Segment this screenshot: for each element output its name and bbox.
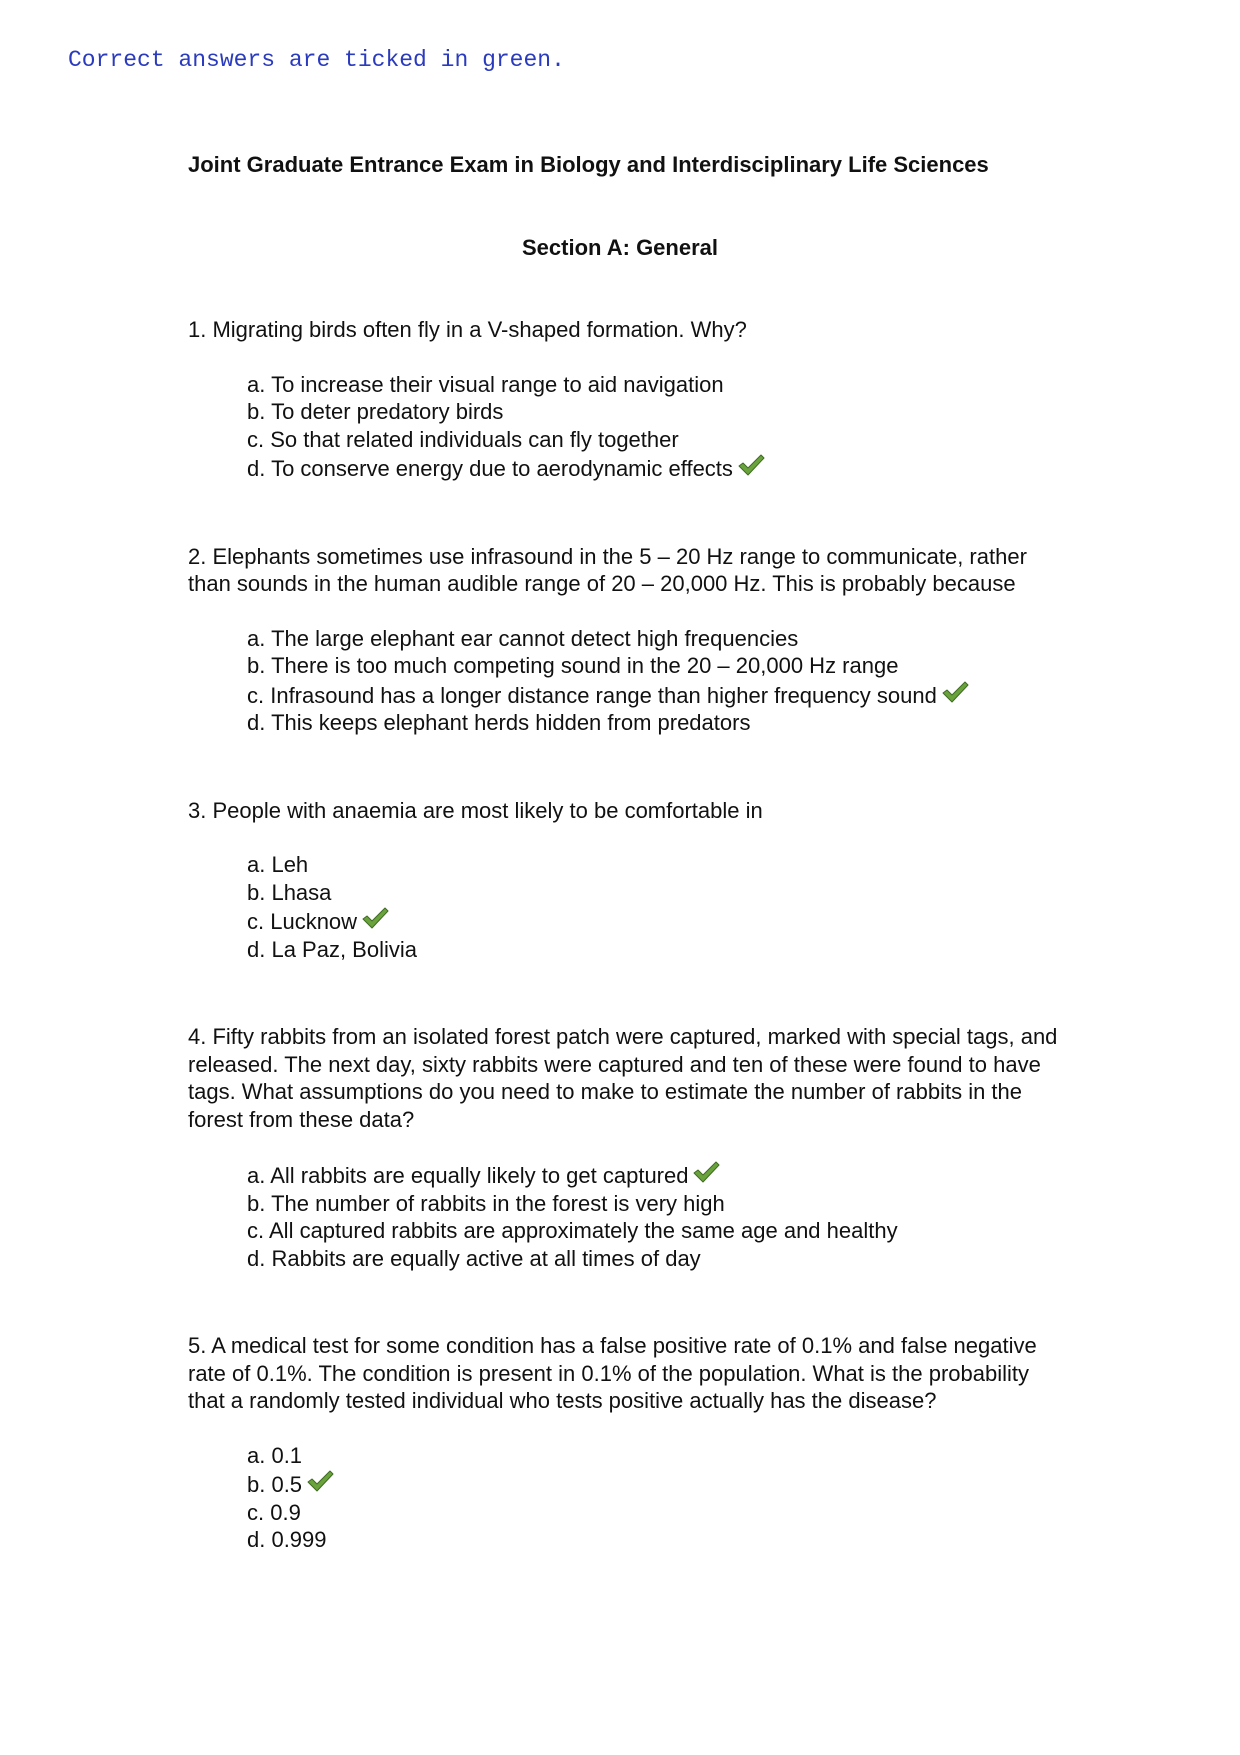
answer-option (247, 879, 1068, 907)
answer-option-label: c. Lucknow (247, 909, 358, 934)
answer-option (247, 1190, 1068, 1218)
answer-option-label: b. Lhasa (247, 879, 332, 905)
answer-option-label: d. La Paz, Bolivia (247, 936, 417, 962)
answer-option-label: c. All captured rabbits are approximately the same age and healthy (247, 1218, 898, 1243)
answer-option (247, 709, 1068, 737)
answer-options (247, 851, 1068, 963)
answer-option (247, 371, 1068, 399)
answer-key-note: Correct answers are ticked in green. (68, 47, 565, 73)
answer-option (247, 652, 1068, 680)
answer-option (247, 1160, 1068, 1190)
answer-option-label: b. The number of rabbits in the forest is very high (247, 1190, 725, 1216)
answer-option (247, 1499, 1068, 1527)
answer-option (247, 851, 1068, 879)
answer-option (247, 1442, 1068, 1470)
answer-option-label: d. 0.999 (247, 1527, 327, 1552)
question-5 (188, 1332, 1068, 1554)
answer-option-label: c. Infrasound has a longer distance range than higher frequency sound (247, 682, 937, 708)
answer-option (247, 1526, 1068, 1554)
exam-title: Joint Graduate Entrance Exam in Biology and Interdisciplinary Life Sciences (188, 152, 989, 177)
answer-option (247, 1217, 1068, 1245)
question-1 (188, 316, 1068, 483)
question-text: 4. Fifty rabbits from an isolated forest patch were captured, marked with special tags, and released. The next day, sixty rabbits were captured and ten of these were found to have tags. What assumptions do you need to make to estimate the number of rabbits in the forest from these data? (188, 1024, 1058, 1132)
question-list (188, 316, 1068, 1614)
answer-option-label: c. 0.9 (247, 1499, 301, 1525)
answer-options (247, 625, 1068, 737)
answer-option-label: c. So that related individuals can fly together (247, 426, 679, 452)
answer-option (247, 680, 1068, 710)
check-icon (692, 1160, 720, 1184)
question-text: 3. People with anaemia are most likely to be comfortable in (188, 797, 763, 823)
answer-options (247, 1442, 1068, 1554)
answer-option (247, 426, 1068, 454)
answer-option-label: a. 0.1 (247, 1442, 303, 1468)
question-text: 1. Migrating birds often fly in a V-shaped formation. Why? (188, 317, 747, 342)
answer-option-label: b. To deter predatory birds (247, 399, 504, 424)
question-text: 5. A medical test for some condition has a false positive rate of 0.1% and false negative rate of 0.1%. The condition is present in 0.1% of the population. What is the probability that a randomly tested individual who tests positive actually has the disease? (188, 1333, 1037, 1413)
answer-option (247, 1469, 1068, 1499)
question-2 (188, 543, 1068, 737)
section-heading: Section A: General (521, 235, 718, 260)
answer-option-label: d. To conserve energy due to aerodynamic effects (247, 456, 733, 481)
answer-option (247, 453, 1068, 483)
check-icon (737, 453, 765, 477)
answer-option-label: d. This keeps elephant herds hidden from predators (247, 710, 751, 735)
check-icon (941, 680, 969, 704)
answer-option-label: b. There is too much competing sound in the 20 – 20,000 Hz range (247, 653, 899, 678)
answer-option (247, 625, 1068, 653)
answer-options (247, 371, 1068, 483)
answer-options (247, 1160, 1068, 1272)
answer-option-label: a. To increase their visual range to aid navigation (247, 371, 724, 397)
answer-option-label: a. All rabbits are equally likely to get captured (247, 1163, 689, 1188)
answer-option-label: b. 0.5 (247, 1472, 303, 1497)
question-text: 2. Elephants sometimes use infrasound in the 5 – 20 Hz range to communicate, rather than sounds in the human audible range of 20 – 20,000 Hz. This is probably because (188, 543, 1027, 596)
answer-option (247, 398, 1068, 426)
answer-option (247, 936, 1068, 964)
answer-option-label: a. The large elephant ear cannot detect high frequencies (247, 625, 799, 651)
answer-option-label: d. Rabbits are equally active at all times of day (247, 1245, 701, 1271)
check-icon (361, 906, 389, 930)
answer-option (247, 1245, 1068, 1273)
question-4 (188, 1023, 1068, 1272)
answer-option (247, 906, 1068, 936)
check-icon (306, 1469, 334, 1493)
answer-option-label: a. Leh (247, 852, 309, 877)
question-3 (188, 797, 1068, 964)
